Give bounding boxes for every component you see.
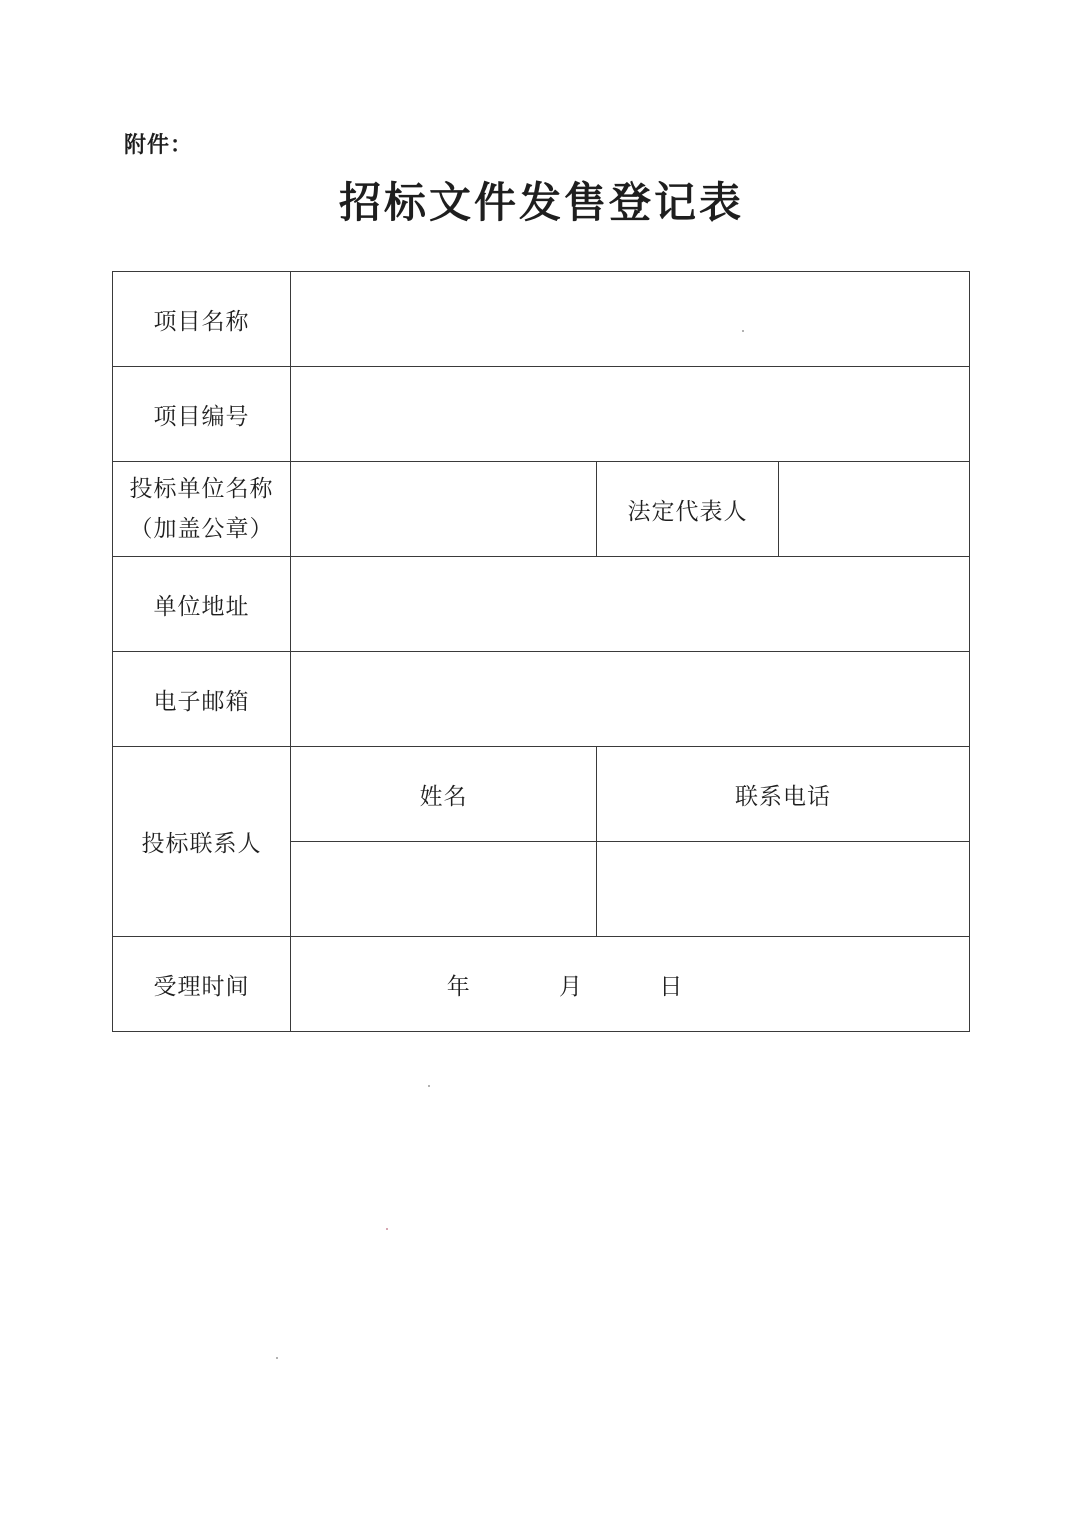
scan-speck: [428, 1085, 430, 1087]
project-name-field[interactable]: [291, 272, 970, 367]
year-label: 年: [446, 973, 471, 1000]
date-group: [447, 968, 814, 1001]
bidder-name-field[interactable]: [291, 462, 597, 557]
scan-speck: [386, 1228, 388, 1230]
received-date-field[interactable]: [291, 937, 970, 1032]
scan-speck: [276, 1357, 278, 1359]
bidder-name-label-line1: 投标单位名称: [129, 476, 274, 502]
row-received-time: [113, 937, 970, 1032]
row-address: [113, 557, 970, 652]
registration-form-table: [112, 271, 970, 1032]
email-field[interactable]: [291, 652, 970, 747]
bidder-name-label-line2: （加盖公章）: [129, 516, 274, 542]
email-label: 电子邮箱: [113, 652, 291, 747]
contact-phone-header: 联系电话: [597, 747, 970, 842]
project-number-label: 项目编号: [113, 367, 291, 462]
address-label: 单位地址: [113, 557, 291, 652]
received-time-label: 受理时间: [113, 937, 291, 1032]
row-project-number: [113, 367, 970, 462]
attachment-label: 附件：: [124, 133, 194, 158]
address-field[interactable]: [291, 557, 970, 652]
contact-name-field[interactable]: [291, 842, 597, 937]
contact-name-header: 姓名: [291, 747, 597, 842]
scan-speck: [742, 330, 744, 332]
contact-label: 投标联系人: [113, 747, 291, 937]
contact-phone-field[interactable]: [597, 842, 970, 937]
project-name-label: 项目名称: [113, 272, 291, 367]
page-title: 招标文件发售登记表: [338, 178, 744, 227]
month-label: 月: [559, 973, 583, 1000]
legal-rep-label: 法定代表人: [597, 462, 779, 557]
bidder-name-label: [113, 462, 291, 557]
project-number-field[interactable]: [291, 367, 970, 462]
day-label: 日: [659, 973, 684, 1000]
row-bidder-name: [113, 462, 970, 557]
legal-rep-field[interactable]: [779, 462, 970, 557]
row-contact-header: [113, 747, 970, 842]
row-email: [113, 652, 970, 747]
row-project-name: [113, 272, 970, 367]
